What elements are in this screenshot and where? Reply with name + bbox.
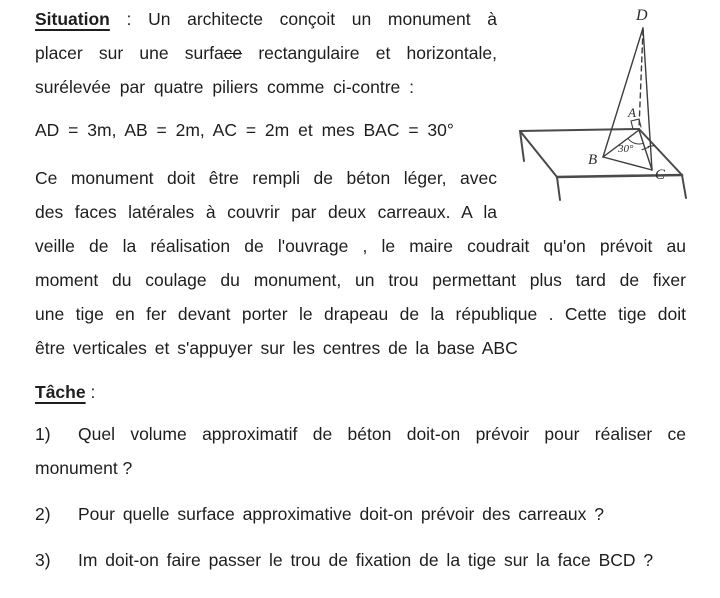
tache-heading: Tâche — [35, 382, 86, 402]
item-1-number: 1) — [35, 424, 51, 444]
vertex-label-C: C — [655, 167, 666, 183]
situation-line-2 — [35, 36, 497, 70]
edge-DA-dashed — [639, 30, 643, 128]
situation-line-1 — [35, 2, 497, 36]
situation-separator: : — [109, 9, 149, 29]
measures-line: AD = 3m, AB = 2m, AC = 2m et mes BAC = 30° — [35, 120, 454, 140]
body-line-6: être verticales et s'appuyer sur les centres de la base ABC — [35, 338, 518, 358]
situation-line-1-text: Un architecte conçoit un monument à — [148, 9, 497, 29]
item-2-text: Pour quelle surface approximative doit-on prévoir des carreaux ? — [78, 504, 604, 524]
body-line-2: des faces latérales à couvrir par deux carreaux. A la — [35, 202, 497, 222]
angle-label-30: 30° — [618, 143, 634, 155]
situation-line-3: surélevée par quatre piliers comme ci-contre : — [35, 77, 415, 97]
monument-figure-svg — [505, 0, 715, 208]
item-1-line-2: monument ? — [35, 458, 133, 478]
tache-line — [35, 375, 95, 409]
table-left-edge — [520, 131, 557, 177]
situation-heading: Situation — [35, 9, 110, 29]
table-leg-front-left — [557, 177, 560, 200]
body-line-1: Ce monument doit être rempli de béton léger, avec — [35, 168, 497, 188]
item-1-text: Quel volume approximatif de béton doit-on prévoir pour réaliser ce — [78, 424, 686, 444]
item-3-line — [35, 543, 653, 577]
vertex-label-D: D — [636, 7, 648, 24]
item-1-line-1 — [35, 417, 686, 451]
body-line-5: une tige en fer devant porter le drapeau de la république . Cette tige doit — [35, 304, 686, 324]
struck-letters: ce — [223, 43, 243, 63]
vertex-label-A: A — [628, 105, 636, 120]
edge-BC — [603, 157, 652, 170]
item-3-text: Im doit-on faire passer le trou de fixation de la tige sur la face BCD ? — [78, 550, 654, 570]
monument-figure — [505, 0, 715, 208]
body-line-4: moment du coulage du monument, un trou permettant plus tard de fixer — [35, 270, 686, 290]
situation-line-2-post: rectangulaire et horizontale, — [242, 43, 497, 63]
vertex-label-B: B — [588, 152, 598, 168]
body-line-3: veille de la réalisation de l'ouvrage , le maire coudrait qu'on prévoit au — [35, 236, 686, 256]
situation-line-2-pre: placer sur une surfa — [35, 43, 224, 63]
item-2-line — [35, 497, 604, 531]
table — [520, 129, 686, 200]
table-leg-front-right — [682, 175, 686, 198]
item-3-number: 3) — [35, 550, 51, 570]
item-2-number: 2) — [35, 504, 51, 524]
table-back-edge — [520, 129, 639, 131]
edge-DB — [603, 28, 643, 157]
tache-separator: : — [85, 382, 96, 402]
